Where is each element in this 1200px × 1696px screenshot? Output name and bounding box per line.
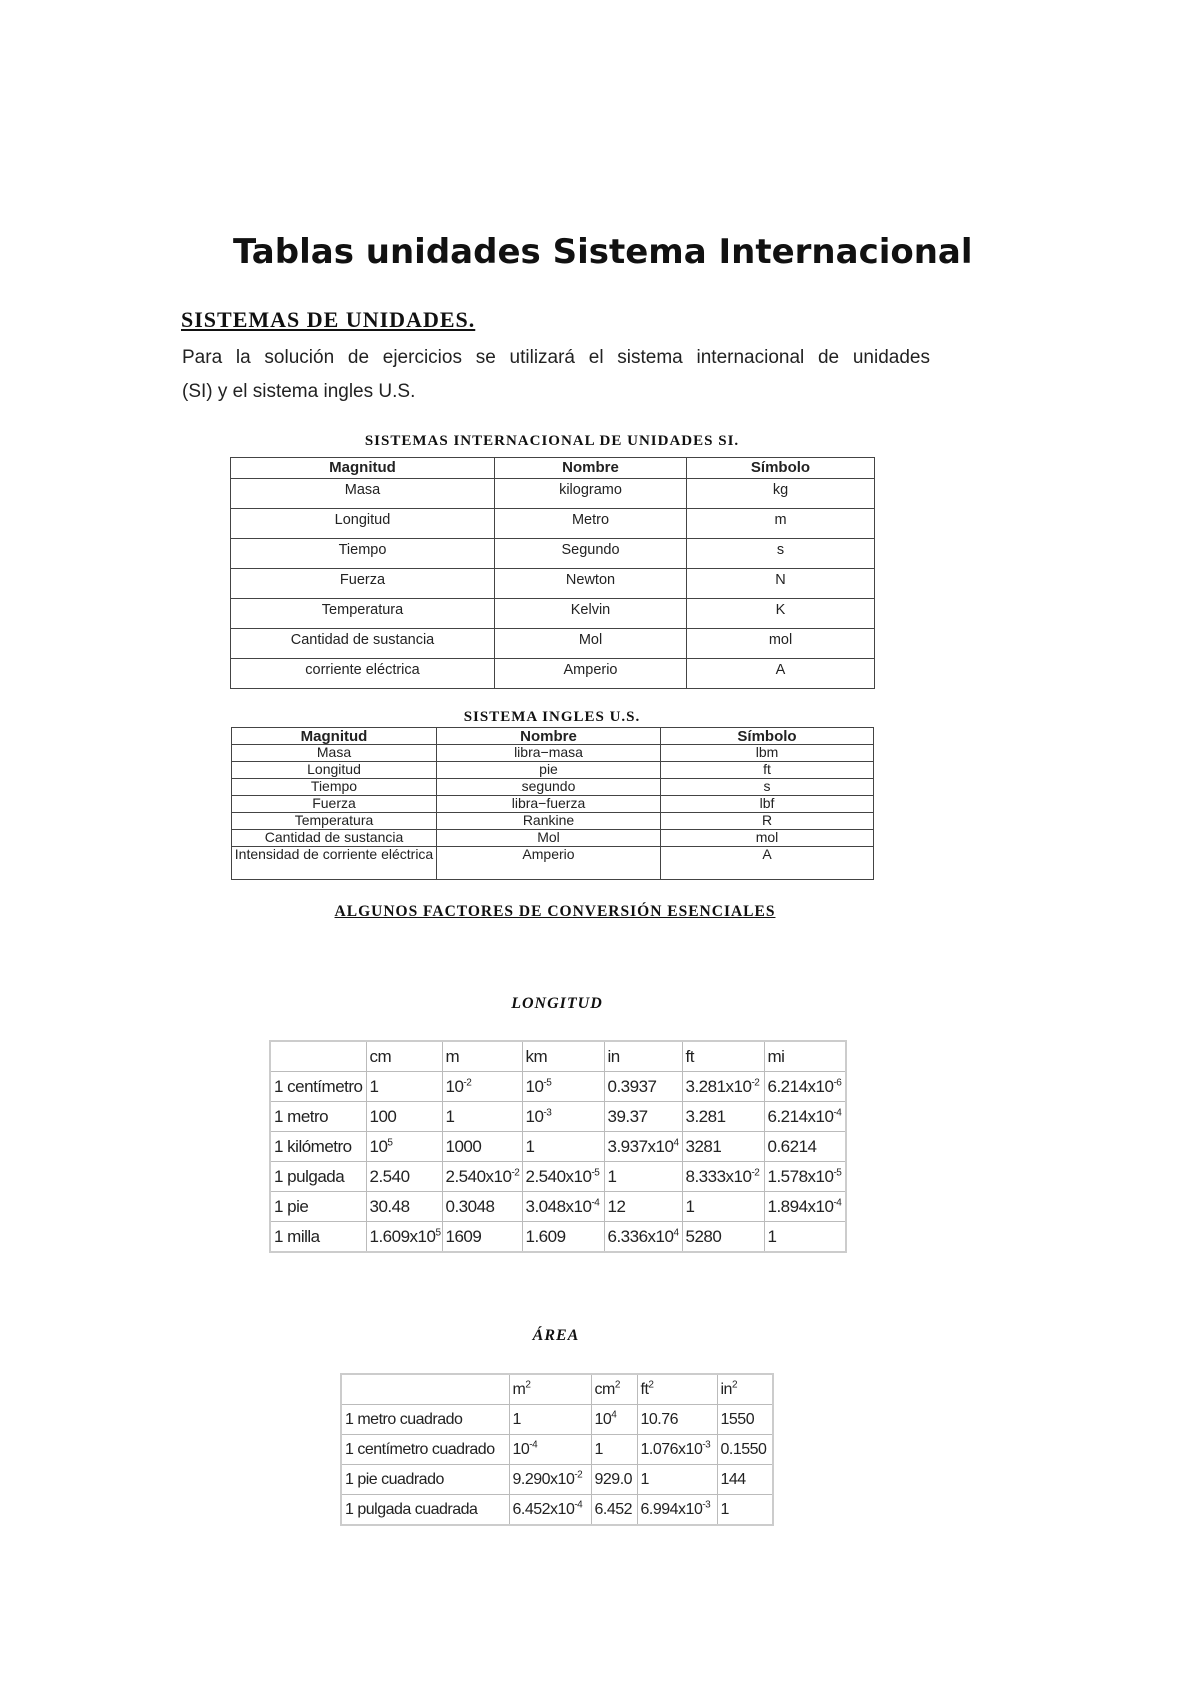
area-conversion-table xyxy=(340,1373,774,1526)
cell-exponent: -2 xyxy=(511,1166,520,1178)
table-cell: Mol xyxy=(437,830,661,847)
table-cell: Amperio xyxy=(495,659,687,689)
table-cell: Longitud xyxy=(231,509,495,539)
table-cell xyxy=(522,1072,604,1102)
table-row xyxy=(231,569,875,599)
cell-exponent: 5 xyxy=(435,1226,441,1238)
cell-exponent: 5 xyxy=(387,1136,393,1148)
area-table-caption: ÁREA xyxy=(532,1327,580,1344)
table-cell xyxy=(717,1465,773,1495)
cell-value: 6.214x10 xyxy=(767,1076,834,1096)
cell-value: 1 xyxy=(685,1196,695,1216)
table-row xyxy=(270,1222,846,1253)
table-cell xyxy=(764,1162,846,1192)
table-row xyxy=(232,813,874,830)
section-heading: SISTEMAS DE UNIDADES. xyxy=(181,307,476,332)
table-cell xyxy=(764,1102,846,1132)
table-header-row xyxy=(232,728,874,745)
table-cell: Cantidad de sustancia xyxy=(232,830,437,847)
table-cell: lbf xyxy=(661,796,874,813)
table-cell: Kelvin xyxy=(495,599,687,629)
cell-value: 1 xyxy=(767,1226,777,1246)
column-header xyxy=(509,1374,591,1405)
table-cell: N xyxy=(687,569,875,599)
table-cell xyxy=(341,1495,509,1526)
table-cell xyxy=(682,1072,764,1102)
cell-exponent: -4 xyxy=(591,1196,600,1208)
table-cell xyxy=(604,1132,682,1162)
table-row xyxy=(232,779,874,796)
cell-exponent: 4 xyxy=(673,1226,679,1238)
table-cell: s xyxy=(661,779,874,796)
cell-value: 1 centímetro xyxy=(274,1076,363,1096)
cell-exponent: 2 xyxy=(648,1379,654,1391)
table-cell xyxy=(682,1132,764,1162)
table-row xyxy=(270,1072,846,1102)
table-cell: Masa xyxy=(231,479,495,509)
table-cell xyxy=(682,1102,764,1132)
cell-value: 2.540x10 xyxy=(525,1166,592,1186)
cell-exponent: -6 xyxy=(833,1076,842,1088)
table-cell xyxy=(682,1192,764,1222)
column-header: Símbolo xyxy=(661,728,874,745)
cell-value: 12 xyxy=(607,1196,626,1216)
table-cell xyxy=(509,1405,591,1435)
table-row xyxy=(231,539,875,569)
table-cell xyxy=(509,1465,591,1495)
cell-exponent: -5 xyxy=(833,1166,842,1178)
table-cell xyxy=(764,1222,846,1253)
table-cell xyxy=(270,1132,366,1162)
table-cell xyxy=(682,1222,764,1253)
cell-value: 6.214x10 xyxy=(767,1106,834,1126)
length-conversion-table xyxy=(269,1040,847,1253)
table-cell xyxy=(604,1102,682,1132)
cell-exponent: -2 xyxy=(751,1166,760,1178)
table-cell: Temperatura xyxy=(232,813,437,830)
table-cell xyxy=(637,1465,717,1495)
column-header xyxy=(270,1041,366,1072)
cell-exponent: -4 xyxy=(529,1439,538,1451)
table-cell: A xyxy=(687,659,875,689)
table-row xyxy=(231,509,875,539)
cell-value: 6.994x10 xyxy=(640,1500,703,1518)
table-cell: kg xyxy=(687,479,875,509)
cell-exponent: -5 xyxy=(591,1166,600,1178)
cell-value: 1 metro xyxy=(274,1106,329,1126)
table-cell xyxy=(509,1495,591,1526)
table-row xyxy=(232,745,874,762)
column-header xyxy=(341,1374,509,1405)
table-cell xyxy=(270,1192,366,1222)
cell-value: in xyxy=(720,1380,732,1398)
cell-value: 144 xyxy=(720,1470,746,1488)
si-table-caption: SISTEMAS INTERNACIONAL DE UNIDADES SI. xyxy=(364,433,740,449)
table-cell xyxy=(522,1162,604,1192)
table-cell xyxy=(637,1495,717,1526)
cell-exponent: -4 xyxy=(833,1196,842,1208)
table-cell xyxy=(522,1192,604,1222)
table-row xyxy=(231,479,875,509)
table-row xyxy=(231,629,875,659)
cell-value: 1 pie cuadrado xyxy=(345,1470,444,1488)
table-cell xyxy=(442,1132,522,1162)
table-cell xyxy=(522,1222,604,1253)
cell-value: 2.540x10 xyxy=(445,1166,512,1186)
column-header: cm xyxy=(366,1041,442,1072)
table-header-row xyxy=(231,458,875,479)
cell-value: 1000 xyxy=(445,1136,482,1156)
table-cell xyxy=(604,1162,682,1192)
column-header xyxy=(717,1374,773,1405)
cell-value: 10 xyxy=(369,1136,388,1156)
table-cell: mol xyxy=(687,629,875,659)
table-cell xyxy=(270,1072,366,1102)
table-cell xyxy=(270,1102,366,1132)
table-cell xyxy=(522,1132,604,1162)
cell-value: 1 kilómetro xyxy=(274,1136,352,1156)
table-cell xyxy=(270,1162,366,1192)
table-row xyxy=(232,762,874,779)
table-cell xyxy=(717,1405,773,1435)
table-cell xyxy=(442,1192,522,1222)
cell-value: 1 pie xyxy=(274,1196,309,1216)
table-cell xyxy=(366,1072,442,1102)
cell-value: 1 pulgada cuadrada xyxy=(345,1500,478,1518)
cell-value: 3.048x10 xyxy=(525,1196,592,1216)
table-cell xyxy=(591,1465,637,1495)
table-cell xyxy=(637,1405,717,1435)
cell-value: 1.076x10 xyxy=(640,1440,703,1458)
cell-value: 1 xyxy=(607,1166,617,1186)
table-header-row xyxy=(341,1374,773,1405)
table-cell: K xyxy=(687,599,875,629)
cell-value: 10 xyxy=(445,1076,464,1096)
table-cell: Amperio xyxy=(437,847,661,880)
cell-exponent: 2 xyxy=(525,1379,531,1391)
table-cell: libra−masa xyxy=(437,745,661,762)
table-cell: A xyxy=(661,847,874,880)
table-cell xyxy=(366,1132,442,1162)
cell-value: 1.609 xyxy=(525,1226,566,1246)
table-cell xyxy=(270,1222,366,1253)
cell-value: 2.540 xyxy=(369,1166,410,1186)
cell-value: 1 xyxy=(369,1076,379,1096)
table-cell xyxy=(366,1102,442,1132)
cell-value: 5280 xyxy=(685,1226,722,1246)
table-cell: Temperatura xyxy=(231,599,495,629)
cell-exponent: -2 xyxy=(463,1076,472,1088)
cell-value: 6.452 xyxy=(594,1500,633,1518)
cell-value: 6.336x10 xyxy=(607,1226,674,1246)
cell-value: 6.452x10 xyxy=(512,1500,575,1518)
table-row xyxy=(231,599,875,629)
table-cell: R xyxy=(661,813,874,830)
table-row xyxy=(270,1162,846,1192)
table-cell: Cantidad de sustancia xyxy=(231,629,495,659)
cell-value: 1.609x10 xyxy=(369,1226,436,1246)
cell-exponent: 2 xyxy=(731,1379,738,1391)
table-row xyxy=(341,1435,773,1465)
table-cell xyxy=(591,1405,637,1435)
cell-value: 1609 xyxy=(445,1226,482,1246)
cell-value: 10.76 xyxy=(640,1410,679,1428)
table-cell xyxy=(764,1132,846,1162)
column-header: mi xyxy=(764,1041,846,1072)
table-cell: mol xyxy=(661,830,874,847)
table-cell xyxy=(682,1162,764,1192)
column-header: ft xyxy=(682,1041,764,1072)
length-table-caption: LONGITUD xyxy=(511,995,603,1012)
conversion-factors-heading: ALGUNOS FACTORES DE CONVERSIÓN ESENCIALES xyxy=(334,903,776,920)
table-row xyxy=(341,1405,773,1435)
table-cell: segundo xyxy=(437,779,661,796)
column-header: m xyxy=(442,1041,522,1072)
cell-value: 1 xyxy=(445,1106,455,1126)
table-cell xyxy=(764,1192,846,1222)
cell-exponent: 2 xyxy=(614,1379,620,1391)
table-cell: s xyxy=(687,539,875,569)
table-cell xyxy=(341,1405,509,1435)
table-cell: Tiempo xyxy=(232,779,437,796)
cell-value: 10 xyxy=(525,1076,544,1096)
table-cell: libra−fuerza xyxy=(437,796,661,813)
table-cell xyxy=(591,1435,637,1465)
intro-paragraph-line-2: (SI) y el sistema ingles U.S. xyxy=(182,381,416,402)
table-cell xyxy=(604,1072,682,1102)
cell-exponent: -4 xyxy=(833,1106,842,1118)
table-cell xyxy=(637,1435,717,1465)
table-cell xyxy=(604,1192,682,1222)
table-cell: Intensidad de corriente eléctrica xyxy=(232,847,437,880)
cell-value: 1 pulgada xyxy=(274,1166,345,1186)
cell-value: 0.3048 xyxy=(445,1196,495,1216)
cell-value: 0.1550 xyxy=(720,1440,767,1458)
table-cell xyxy=(366,1162,442,1192)
table-cell xyxy=(522,1102,604,1132)
column-header xyxy=(591,1374,637,1405)
table-cell xyxy=(717,1435,773,1465)
cell-value: 30.48 xyxy=(369,1196,410,1216)
table-cell: Newton xyxy=(495,569,687,599)
column-header: km xyxy=(522,1041,604,1072)
table-row xyxy=(341,1465,773,1495)
column-header: Nombre xyxy=(437,728,661,745)
table-cell: Fuerza xyxy=(232,796,437,813)
table-cell xyxy=(442,1222,522,1253)
cell-value: 1 xyxy=(640,1470,649,1488)
table-row xyxy=(270,1132,846,1162)
page-title: Tablas unidades Sistema Internacional xyxy=(233,232,973,272)
table-row xyxy=(341,1495,773,1526)
cell-value: 10 xyxy=(512,1440,530,1458)
cell-value: 0.3937 xyxy=(607,1076,657,1096)
cell-value: 9.290x10 xyxy=(512,1470,575,1488)
cell-value: 1 xyxy=(525,1136,535,1156)
si-units-table xyxy=(230,457,875,689)
table-cell: corriente eléctrica xyxy=(231,659,495,689)
table-cell xyxy=(341,1465,509,1495)
table-row xyxy=(270,1102,846,1132)
cell-value: 1 xyxy=(720,1500,729,1518)
table-cell: pie xyxy=(437,762,661,779)
table-cell: Metro xyxy=(495,509,687,539)
cell-value: 3.281x10 xyxy=(685,1076,752,1096)
table-cell xyxy=(604,1222,682,1253)
cell-value: 8.333x10 xyxy=(685,1166,752,1186)
cell-exponent: 4 xyxy=(673,1136,679,1148)
cell-exponent: -2 xyxy=(751,1076,760,1088)
cell-value: 10 xyxy=(525,1106,544,1126)
table-row xyxy=(232,830,874,847)
table-cell: Fuerza xyxy=(231,569,495,599)
table-cell: Longitud xyxy=(232,762,437,779)
table-row xyxy=(232,847,874,880)
table-cell xyxy=(764,1072,846,1102)
cell-value: ft xyxy=(640,1380,649,1398)
table-cell: lbm xyxy=(661,745,874,762)
cell-value: 3.937x10 xyxy=(607,1136,674,1156)
us-units-table xyxy=(231,727,874,880)
table-row xyxy=(232,796,874,813)
cell-value: 1 centímetro cuadrado xyxy=(345,1440,495,1458)
cell-exponent: -3 xyxy=(702,1499,711,1511)
cell-exponent: -3 xyxy=(543,1106,552,1118)
cell-value: 1 metro cuadrado xyxy=(345,1410,463,1428)
table-cell: ft xyxy=(661,762,874,779)
table-cell xyxy=(442,1162,522,1192)
table-cell: m xyxy=(687,509,875,539)
cell-value: 1.894x10 xyxy=(767,1196,834,1216)
table-header-row xyxy=(270,1041,846,1072)
us-table-caption: SISTEMA INGLES U.S. xyxy=(463,709,641,725)
column-header: Símbolo xyxy=(687,458,875,479)
table-row xyxy=(231,659,875,689)
cell-value: 3.281 xyxy=(685,1106,726,1126)
cell-value: 1 xyxy=(594,1440,603,1458)
table-cell: kilogramo xyxy=(495,479,687,509)
cell-value: 929.0 xyxy=(594,1470,633,1488)
column-header: Nombre xyxy=(495,458,687,479)
cell-value: 39.37 xyxy=(607,1106,648,1126)
cell-value: 0.6214 xyxy=(767,1136,817,1156)
cell-exponent: -2 xyxy=(574,1469,583,1481)
table-cell xyxy=(341,1435,509,1465)
intro-paragraph-line-1: Para la solución de ejercicios se utilizará el sistema internacional de unidades xyxy=(182,347,930,368)
table-cell: Masa xyxy=(232,745,437,762)
column-header: in xyxy=(604,1041,682,1072)
table-cell: Segundo xyxy=(495,539,687,569)
cell-value: m xyxy=(512,1380,526,1398)
table-cell: Tiempo xyxy=(231,539,495,569)
table-cell xyxy=(717,1495,773,1526)
table-cell: Rankine xyxy=(437,813,661,830)
cell-value: 3281 xyxy=(685,1136,722,1156)
cell-value: 1550 xyxy=(720,1410,755,1428)
table-cell xyxy=(591,1495,637,1526)
table-cell xyxy=(442,1102,522,1132)
table-cell xyxy=(366,1222,442,1253)
cell-exponent: -5 xyxy=(543,1076,552,1088)
table-cell xyxy=(366,1192,442,1222)
table-cell: Mol xyxy=(495,629,687,659)
cell-value: cm xyxy=(594,1380,615,1398)
table-cell xyxy=(442,1072,522,1102)
cell-value: 1 xyxy=(512,1410,521,1428)
cell-value: 100 xyxy=(369,1106,397,1126)
column-header xyxy=(637,1374,717,1405)
cell-exponent: -4 xyxy=(574,1499,583,1511)
cell-value: 1 milla xyxy=(274,1226,320,1246)
cell-value: 1.578x10 xyxy=(767,1166,834,1186)
table-cell xyxy=(509,1435,591,1465)
cell-value: 10 xyxy=(594,1410,612,1428)
column-header: Magnitud xyxy=(232,728,437,745)
column-header: Magnitud xyxy=(231,458,495,479)
cell-exponent: 4 xyxy=(611,1409,617,1421)
table-row xyxy=(270,1192,846,1222)
cell-exponent: -3 xyxy=(702,1439,711,1451)
